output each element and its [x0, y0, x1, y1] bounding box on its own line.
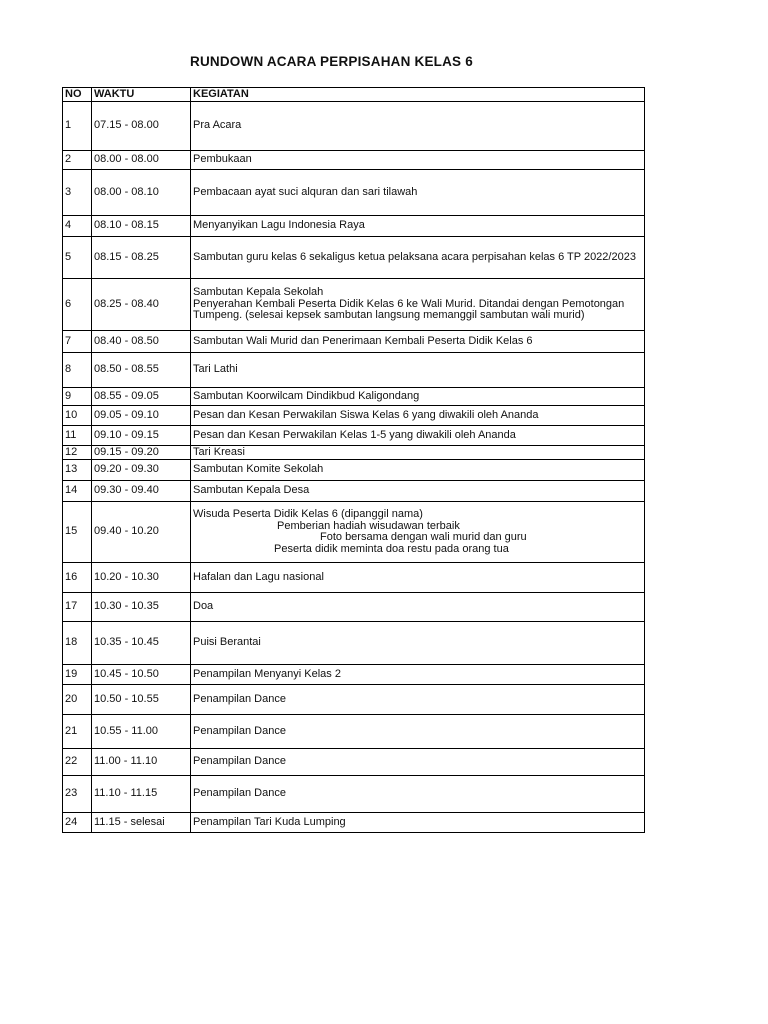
kegiatan-line: Penampilan Dance: [193, 755, 286, 768]
table-row: [63, 563, 645, 593]
kegiatan-line: Penampilan Dance: [193, 692, 286, 705]
cell-kegiatan: [191, 749, 645, 776]
cell-kegiatan: [191, 776, 645, 813]
table-row: [63, 279, 645, 331]
cell-no: 4: [63, 216, 92, 237]
cell-no: 23: [63, 776, 92, 813]
table-row: [63, 622, 645, 665]
kegiatan-line: Sambutan Wali Murid dan Penerimaan Kembali Peserta Didik Kelas 6: [193, 334, 533, 347]
cell-kegiatan: [191, 102, 645, 151]
kegiatan-line: Pemberian hadiah wisudawan terbaik: [277, 519, 460, 532]
kegiatan-line: Penampilan Dance: [193, 724, 286, 737]
cell-no: 20: [63, 685, 92, 715]
cell-no: 12: [63, 446, 92, 460]
kegiatan-line: Pesan dan Kesan Perwakilan Siswa Kelas 6 yang diwakili oleh Ananda: [193, 408, 539, 421]
cell-waktu: 10.45 - 10.50: [92, 665, 191, 685]
cell-waktu: 09.30 - 09.40: [92, 481, 191, 502]
cell-no: 3: [63, 170, 92, 216]
cell-waktu: 08.55 - 09.05: [92, 388, 191, 406]
cell-kegiatan: [191, 426, 645, 446]
cell-kegiatan: [191, 170, 645, 216]
table-row: [63, 813, 645, 833]
cell-kegiatan: [191, 593, 645, 622]
cell-waktu: 09.20 - 09.30: [92, 460, 191, 481]
cell-kegiatan: [191, 460, 645, 481]
kegiatan-line: Pra Acara: [193, 119, 242, 132]
cell-no: 9: [63, 388, 92, 406]
table-row: [63, 749, 645, 776]
cell-waktu: 10.20 - 10.30: [92, 563, 191, 593]
kegiatan-line: Hafalan dan Lagu nasional: [193, 570, 324, 583]
table-row: [63, 237, 645, 279]
table-row: [63, 446, 645, 460]
cell-kegiatan: [191, 502, 645, 563]
cell-waktu: 10.30 - 10.35: [92, 593, 191, 622]
kegiatan-line: Sambutan Koorwilcam Dindikbud Kaligondang: [193, 389, 420, 402]
cell-waktu: 08.00 - 08.10: [92, 170, 191, 216]
table-row: [63, 353, 645, 388]
kegiatan-line: Menyanyikan Lagu Indonesia Raya: [193, 219, 365, 232]
cell-kegiatan: [191, 665, 645, 685]
kegiatan-line: Tari Lathi: [193, 363, 238, 376]
cell-waktu: 10.55 - 11.00: [92, 715, 191, 749]
cell-waktu: 08.15 - 08.25: [92, 237, 191, 279]
header-kegiatan: KEGIATAN: [191, 88, 645, 102]
document-title: RUNDOWN ACARA PERPISAHAN KELAS 6: [190, 54, 473, 69]
cell-no: 17: [63, 593, 92, 622]
table-header-row: [63, 88, 645, 102]
table-row: [63, 406, 645, 426]
kegiatan-line: Sambutan Komite Sekolah: [193, 463, 324, 476]
cell-waktu: 09.10 - 09.15: [92, 426, 191, 446]
kegiatan-line: Tari Kreasi: [193, 445, 245, 458]
cell-no: 2: [63, 151, 92, 170]
cell-no: 24: [63, 813, 92, 833]
cell-no: 5: [63, 237, 92, 279]
cell-waktu: 11.10 - 11.15: [92, 776, 191, 813]
kegiatan-line: Penampilan Menyanyi Kelas 2: [193, 667, 341, 680]
cell-waktu: 11.00 - 11.10: [92, 749, 191, 776]
table-row: [63, 102, 645, 151]
header-no: NO: [63, 88, 92, 102]
cell-kegiatan: [191, 237, 645, 279]
kegiatan-line: Pesan dan Kesan Perwakilan Kelas 1-5 yang diwakili oleh Ananda: [193, 428, 516, 441]
cell-waktu: 08.10 - 08.15: [92, 216, 191, 237]
table-row: [63, 460, 645, 481]
kegiatan-line: Pembacaan ayat suci alquran dan sari tilawah: [193, 185, 418, 198]
cell-kegiatan: [191, 622, 645, 665]
cell-kegiatan: [191, 353, 645, 388]
cell-no: 19: [63, 665, 92, 685]
cell-no: 18: [63, 622, 92, 665]
cell-waktu: 10.50 - 10.55: [92, 685, 191, 715]
table-row: [63, 388, 645, 406]
kegiatan-line: Foto bersama dengan wali murid dan guru: [320, 531, 527, 543]
cell-kegiatan: [191, 685, 645, 715]
cell-no: 21: [63, 715, 92, 749]
table-row: [63, 776, 645, 813]
cell-no: 13: [63, 460, 92, 481]
cell-kegiatan: [191, 151, 645, 170]
table-body: [63, 102, 645, 833]
kegiatan-line: Wisuda Peserta Didik Kelas 6 (dipanggil nama): [193, 508, 423, 520]
cell-waktu: 08.25 - 08.40: [92, 279, 191, 331]
cell-kegiatan: [191, 388, 645, 406]
kegiatan-line: Sambutan Kepala Sekolah: [193, 286, 324, 299]
cell-waktu: 09.40 - 10.20: [92, 502, 191, 563]
cell-no: 16: [63, 563, 92, 593]
cell-waktu: 08.50 - 08.55: [92, 353, 191, 388]
table-row: [63, 593, 645, 622]
cell-waktu: 09.05 - 09.10: [92, 406, 191, 426]
cell-kegiatan: [191, 446, 645, 460]
cell-kegiatan: [191, 406, 645, 426]
kegiatan-line: Sambutan guru kelas 6 sekaligus ketua pelaksana acara perpisahan kelas 6 TP 2022/2023: [193, 250, 636, 263]
cell-waktu: 11.15 - selesai: [92, 813, 191, 833]
cell-no: 11: [63, 426, 92, 446]
cell-kegiatan: [191, 715, 645, 749]
kegiatan-line: Pembukaan: [193, 153, 252, 166]
cell-kegiatan: [191, 563, 645, 593]
table-row: [63, 331, 645, 353]
table-row: [63, 426, 645, 446]
cell-kegiatan: [191, 481, 645, 502]
cell-kegiatan: [191, 331, 645, 353]
table-row: [63, 216, 645, 237]
table-row: [63, 715, 645, 749]
rundown-table: [62, 87, 645, 833]
cell-no: 15: [63, 502, 92, 563]
cell-no: 6: [63, 279, 92, 331]
cell-waktu: 10.35 - 10.45: [92, 622, 191, 665]
cell-kegiatan: [191, 279, 645, 331]
cell-no: 1: [63, 102, 92, 151]
cell-waktu: 08.40 - 08.50: [92, 331, 191, 353]
table-row: [63, 665, 645, 685]
header-waktu: WAKTU: [92, 88, 191, 102]
table-row: [63, 502, 645, 563]
cell-no: 22: [63, 749, 92, 776]
cell-waktu: 07.15 - 08.00: [92, 102, 191, 151]
cell-no: 14: [63, 481, 92, 502]
table-row: [63, 685, 645, 715]
kegiatan-line: Penampilan Tari Kuda Lumping: [193, 815, 346, 828]
cell-no: 10: [63, 406, 92, 426]
kegiatan-line: Peserta didik meminta doa restu pada orang tua: [274, 542, 509, 555]
cell-waktu: 08.00 - 08.00: [92, 151, 191, 170]
kegiatan-line: Doa: [193, 600, 214, 613]
cell-no: 8: [63, 353, 92, 388]
cell-no: 7: [63, 331, 92, 353]
kegiatan-line: Puisi Berantai: [193, 636, 261, 649]
table-row: [63, 481, 645, 502]
kegiatan-line: Penyerahan Kembali Peserta Didik Kelas 6 ke Wali Murid. Ditandai dengan Pemotongan Tumpeng. (selesai kepsek sambutan langsung memanggil sambutan wali murid): [193, 297, 625, 322]
kegiatan-line: Penampilan Dance: [193, 787, 286, 800]
cell-waktu: 09.15 - 09.20: [92, 446, 191, 460]
cell-kegiatan: [191, 216, 645, 237]
table-row: [63, 151, 645, 170]
table-row: [63, 170, 645, 216]
kegiatan-line: Sambutan Kepala Desa: [193, 484, 310, 497]
cell-kegiatan: [191, 813, 645, 833]
